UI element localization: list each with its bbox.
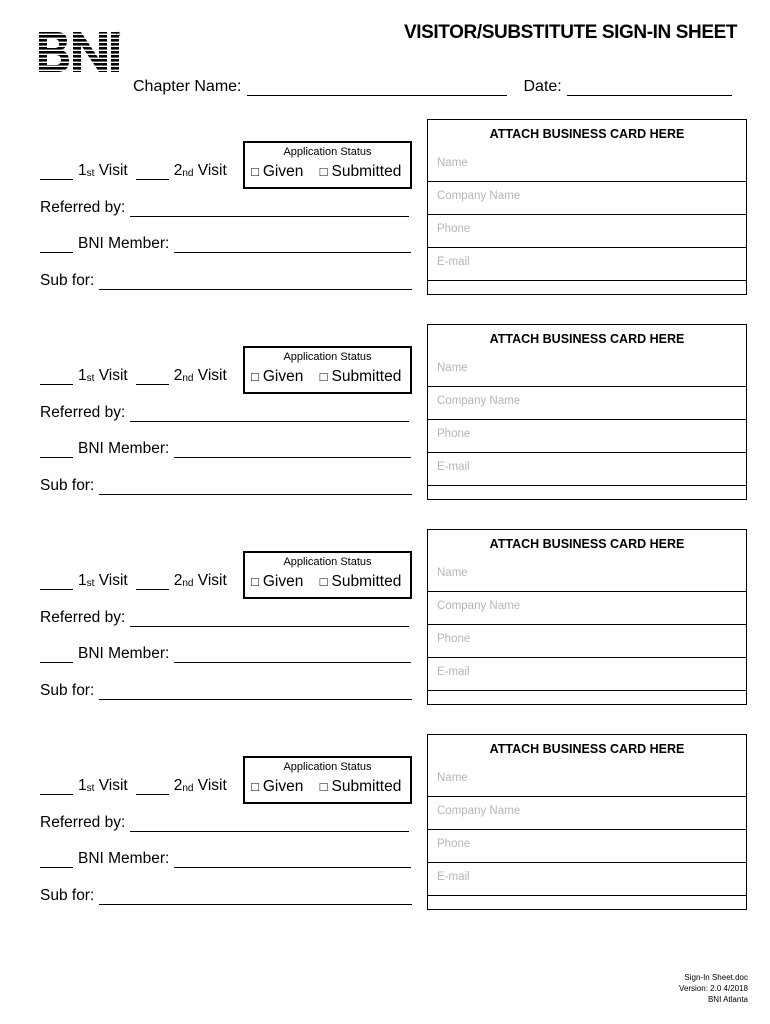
date-field[interactable] (567, 81, 732, 96)
second-visit-label: Visit (197, 777, 227, 794)
submitted-checkbox[interactable]: □ (319, 574, 328, 589)
first-visit-blank[interactable] (40, 165, 73, 180)
sub-for-row (40, 477, 412, 495)
card-phone-field[interactable]: Phone (428, 625, 746, 658)
submitted-label: Submitted (331, 368, 402, 385)
bni-member-row (40, 235, 411, 253)
sub-for-label: Sub for: (40, 887, 95, 904)
referred-by-field[interactable] (130, 202, 409, 217)
business-card-box (427, 529, 747, 705)
sub-for-field[interactable] (99, 275, 412, 290)
submitted-checkbox[interactable]: □ (319, 779, 328, 794)
given-label: Given (262, 778, 304, 795)
given-checkbox[interactable]: □ (251, 369, 259, 384)
submitted-label: Submitted (331, 778, 402, 795)
second-visit-blank[interactable] (136, 165, 169, 180)
card-company-field[interactable]: Company Name (428, 797, 746, 830)
first-visit-blank[interactable] (40, 780, 73, 795)
given-checkbox[interactable]: □ (251, 779, 259, 794)
visitor-entry (0, 324, 770, 504)
submitted-label: Submitted (331, 573, 402, 590)
first-visit-blank[interactable] (40, 575, 73, 590)
given-checkbox[interactable]: □ (251, 574, 259, 589)
second-visit-blank[interactable] (136, 575, 169, 590)
first-visit-blank[interactable] (40, 370, 73, 385)
visit-row: 1 $^{st}$ Visit 2 $^{nd}$ Visit (40, 572, 227, 590)
first-visit-label: Visit (98, 777, 128, 794)
bni-member-field[interactable] (174, 443, 411, 458)
bni-member-field[interactable] (174, 648, 411, 663)
sub-for-row (40, 887, 412, 905)
application-status-title: Application Status (283, 351, 372, 363)
bni-member-row (40, 440, 411, 458)
bni-member-label: BNI Member: (78, 645, 170, 662)
referred-by-label: Referred by: (40, 404, 126, 421)
bni-member-blank[interactable] (40, 853, 73, 868)
application-status-box (243, 756, 412, 804)
submitted-checkbox[interactable]: □ (319, 164, 328, 179)
application-status-title: Application Status (283, 556, 372, 568)
visitor-entry (0, 734, 770, 914)
card-company-field[interactable]: Company Name (428, 387, 746, 420)
given-label: Given (262, 573, 304, 590)
bni-member-blank[interactable] (40, 443, 73, 458)
card-phone-field[interactable]: Phone (428, 830, 746, 863)
card-name-field[interactable]: Name (428, 764, 746, 797)
sub-for-row (40, 682, 412, 700)
chapter-name-field[interactable] (247, 81, 507, 96)
bni-member-field[interactable] (174, 238, 411, 253)
second-visit-blank[interactable] (136, 780, 169, 795)
business-card-box (427, 324, 747, 500)
bni-member-row (40, 645, 411, 663)
second-visit-label: Visit (197, 367, 227, 384)
date-label: Date: (523, 78, 562, 95)
application-status-title: Application Status (283, 146, 372, 158)
application-status-title: Application Status (283, 761, 372, 773)
bni-logo (37, 31, 121, 73)
visit-row: 1 $^{st}$ Visit 2 $^{nd}$ Visit (40, 162, 227, 180)
footer-filename: Sign-In Sheet.doc (684, 973, 748, 982)
card-title: ATTACH BUSINESS CARD HERE (489, 127, 685, 141)
bni-member-blank[interactable] (40, 238, 73, 253)
card-email-field[interactable]: E-mail (428, 658, 746, 691)
given-checkbox[interactable]: □ (251, 164, 259, 179)
bni-member-label: BNI Member: (78, 850, 170, 867)
first-visit-label: Visit (98, 162, 128, 179)
visitor-entry (0, 119, 770, 299)
card-name-field[interactable]: Name (428, 354, 746, 387)
first-visit-label: Visit (98, 572, 128, 589)
visitor-entry (0, 529, 770, 709)
referred-by-field[interactable] (130, 407, 409, 422)
sub-for-field[interactable] (99, 480, 412, 495)
sub-for-label: Sub for: (40, 682, 95, 699)
sub-for-row (40, 272, 412, 290)
card-title: ATTACH BUSINESS CARD HERE (489, 537, 685, 551)
card-email-field[interactable]: E-mail (428, 248, 746, 281)
application-status-box (243, 141, 412, 189)
card-name-field[interactable]: Name (428, 149, 746, 182)
sub-for-field[interactable] (99, 890, 412, 905)
card-name-field[interactable]: Name (428, 559, 746, 592)
referred-by-row (40, 609, 409, 627)
second-visit-label: Visit (197, 162, 227, 179)
referred-by-field[interactable] (130, 612, 409, 627)
submitted-checkbox[interactable]: □ (319, 369, 328, 384)
card-email-field[interactable]: E-mail (428, 863, 746, 896)
application-status-box (243, 551, 412, 599)
sub-for-label: Sub for: (40, 477, 95, 494)
visit-row: 1 $^{st}$ Visit 2 $^{nd}$ Visit (40, 367, 227, 385)
bni-member-label: BNI Member: (78, 440, 170, 457)
card-phone-field[interactable]: Phone (428, 420, 746, 453)
card-company-field[interactable]: Company Name (428, 182, 746, 215)
application-status-box (243, 346, 412, 394)
footer-org: BNI Atlanta (707, 995, 748, 1004)
footer-version: Version: 2.0 4/2018 (679, 984, 748, 993)
given-label: Given (262, 368, 304, 385)
bni-member-blank[interactable] (40, 648, 73, 663)
bni-member-label: BNI Member: (78, 235, 170, 252)
given-label: Given (262, 163, 304, 180)
referred-by-label: Referred by: (40, 609, 126, 626)
referred-by-label: Referred by: (40, 199, 126, 216)
chapter-name-label: Chapter Name: (133, 78, 242, 95)
second-visit-label: Visit (197, 572, 227, 589)
submitted-label: Submitted (331, 163, 402, 180)
business-card-box (427, 734, 747, 910)
bni-member-field[interactable] (174, 853, 411, 868)
referred-by-row (40, 404, 409, 422)
chapter-date-row (133, 78, 732, 96)
business-card-box (427, 119, 747, 295)
page-title: VISITOR/SUBSTITUTE SIGN-IN SHEET (404, 22, 738, 43)
referred-by-field[interactable] (130, 817, 409, 832)
first-visit-label: Visit (98, 367, 128, 384)
referred-by-row (40, 199, 409, 217)
card-email-field[interactable]: E-mail (428, 453, 746, 486)
card-phone-field[interactable]: Phone (428, 215, 746, 248)
referred-by-row (40, 814, 409, 832)
card-title: ATTACH BUSINESS CARD HERE (489, 742, 685, 756)
sub-for-label: Sub for: (40, 272, 95, 289)
footer (679, 972, 748, 1005)
card-title: ATTACH BUSINESS CARD HERE (489, 332, 685, 346)
sub-for-field[interactable] (99, 685, 412, 700)
referred-by-label: Referred by: (40, 814, 126, 831)
visit-row: 1 $^{st}$ Visit 2 $^{nd}$ Visit (40, 777, 227, 795)
second-visit-blank[interactable] (136, 370, 169, 385)
bni-member-row (40, 850, 411, 868)
card-company-field[interactable]: Company Name (428, 592, 746, 625)
